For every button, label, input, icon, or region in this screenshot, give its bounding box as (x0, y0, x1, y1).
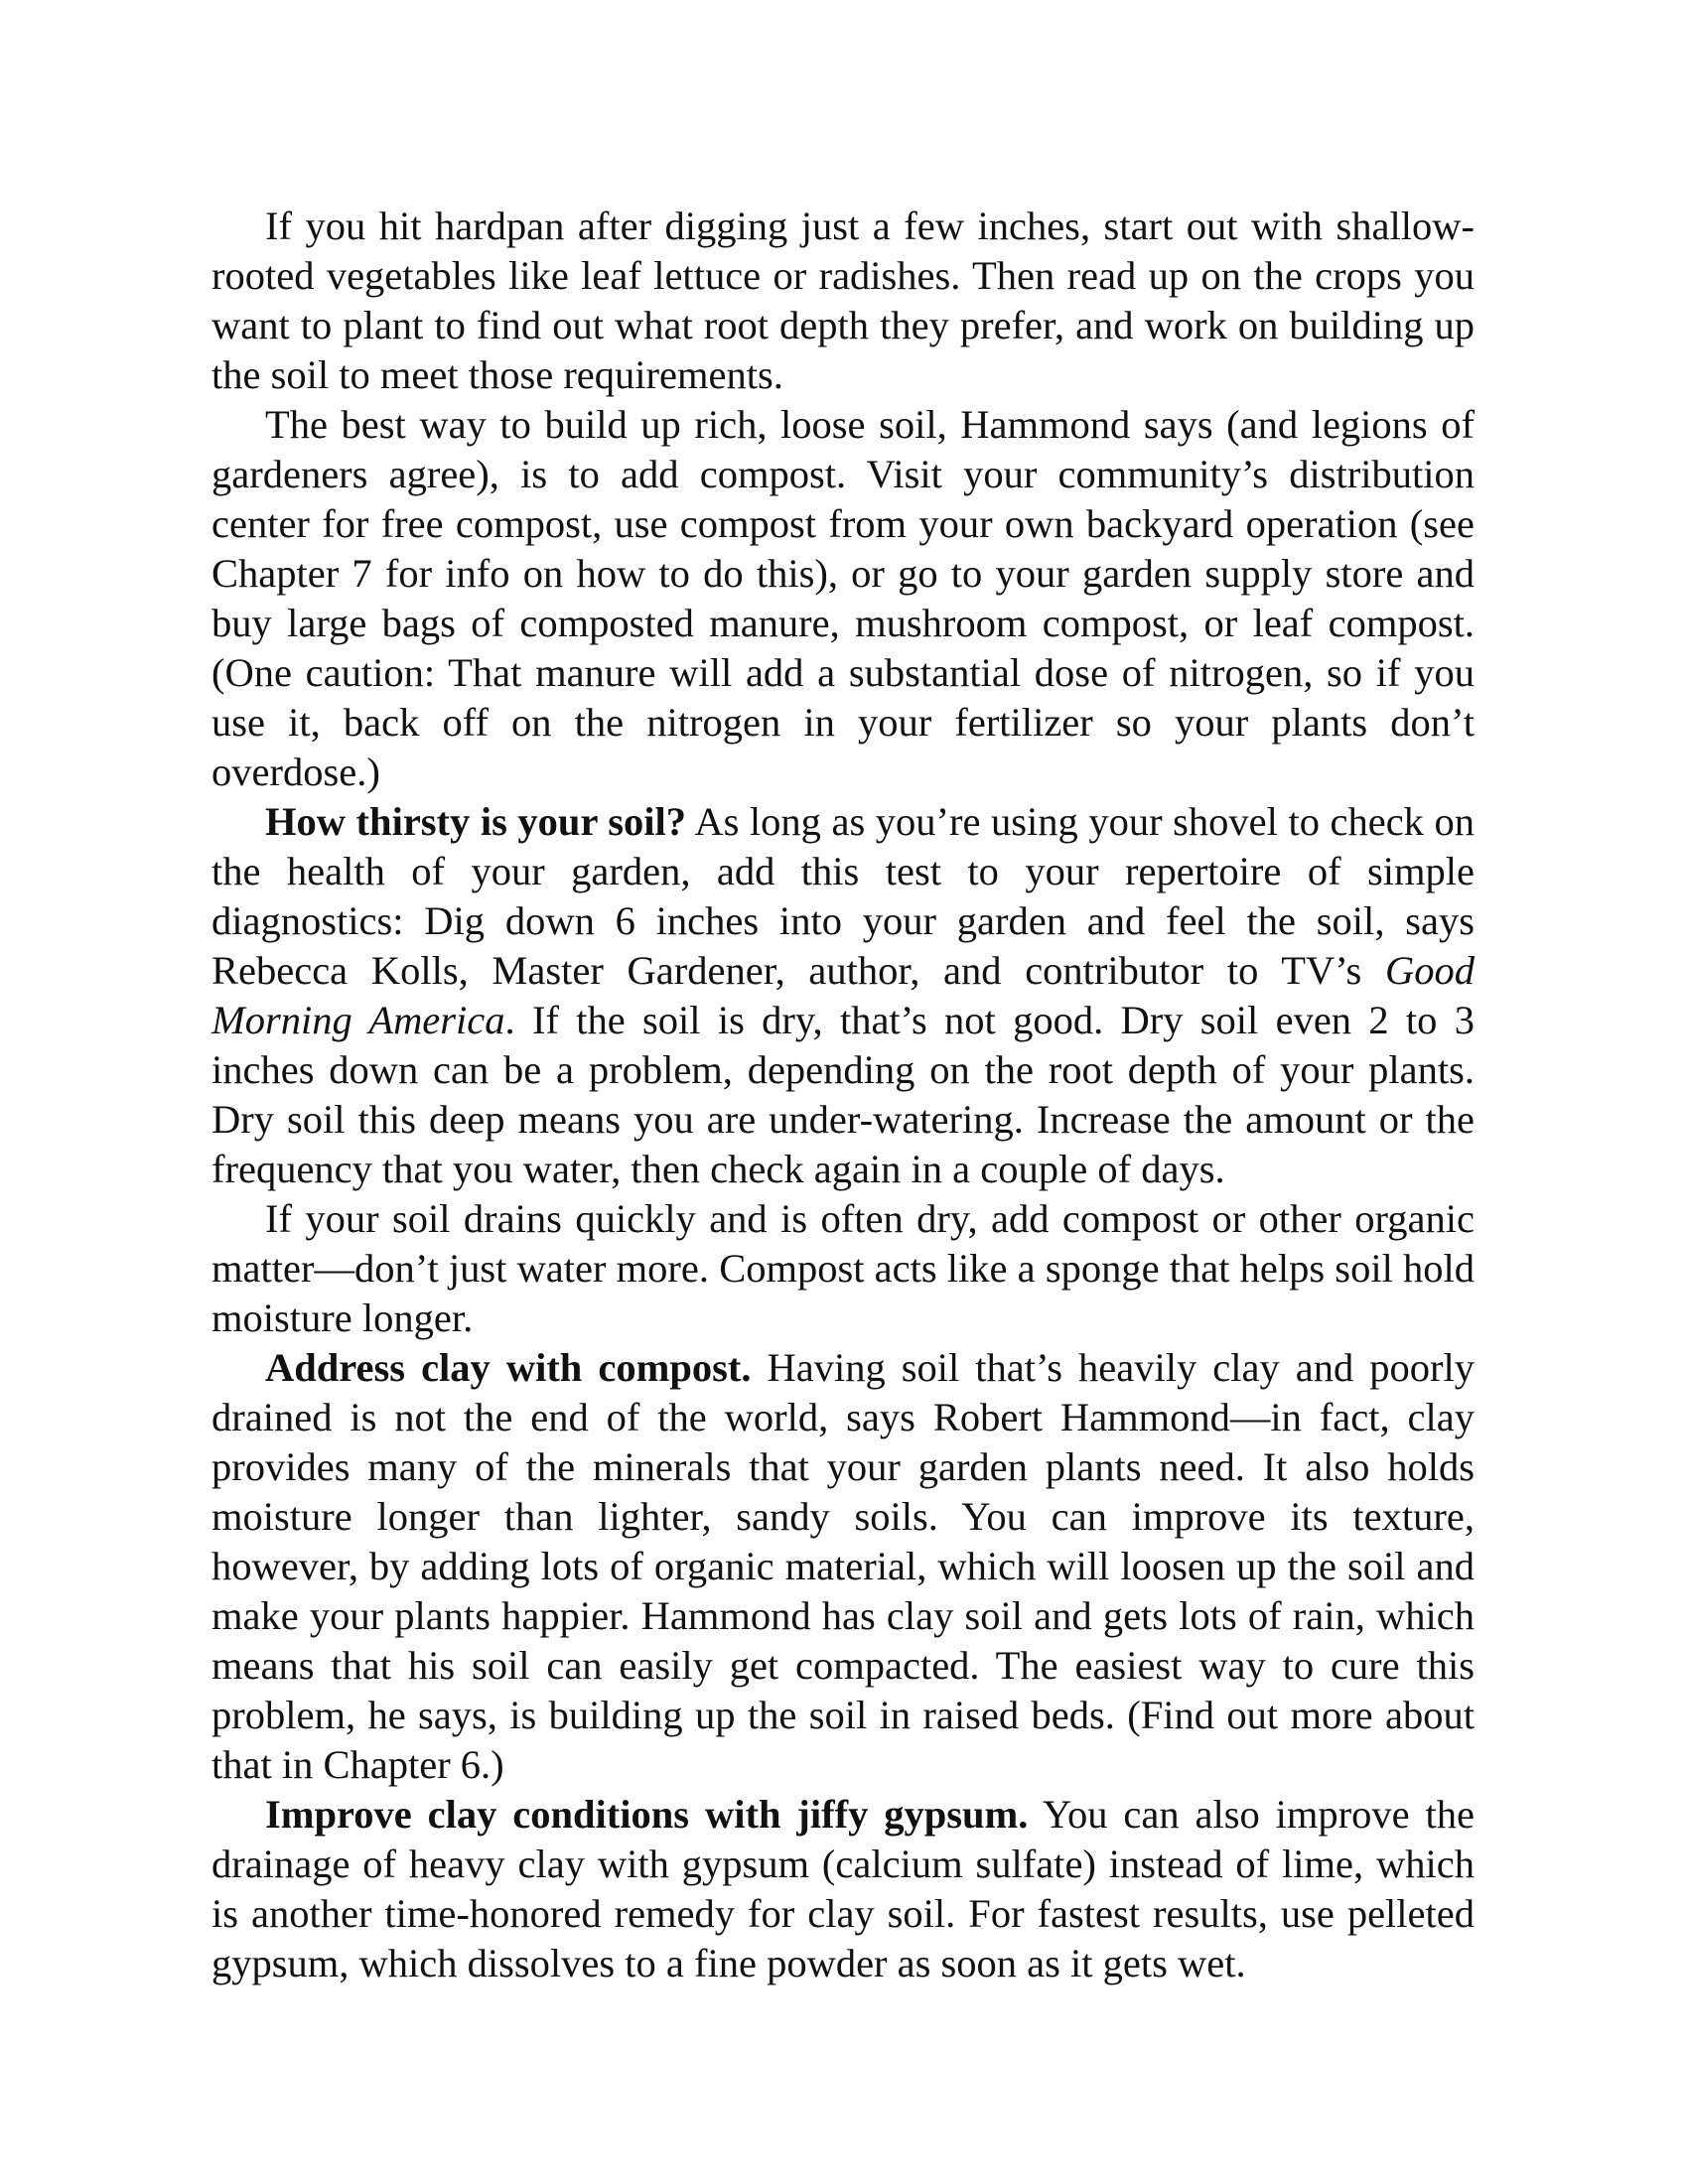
paragraph-text: Having soil that’s heavily clay and poorly drained is not the end of the world, says Robert Hammond—in fact, clay provides many of the minerals that your garden plants need. It also holds moisture longer than lighter, sandy soils. You can improve its texture, however, by adding lots of organic material, which will loosen up the soil and make your plants happier. Hammond has clay soil and gets lots of rain, which means that his soil can easily get compacted. The easiest way to cure this problem, he says, is building up the soil in raised beds. (Find out more about that in Chapter 6.) (211, 1345, 1476, 1787)
paragraph-text: If your soil drains quickly and is often dry, add compost or other organic matter—don’t just water more. Compost acts like a sponge that helps soil hold moisture longer. (211, 1196, 1475, 1340)
paragraph-text: The best way to build up rich, loose soil, Hammond says (and legions of gardeners agree), is to add compost. Visit your community’s distribution center for free compost, use compost from your own backyard operation (see Chapter 7 for info on how to do this), or go to your garden supply store and buy large bags of composted manure, mushroom compost, or leaf compost. (One caution: That manure will add a substantial dose of nitrogen, so if you use it, back off on the nitrogen in your fertilizer so your plants don’t overdose.) (211, 402, 1475, 794)
paragraph-text: If you hit hardpan after digging just a few inches, start out with shallow-rooted vegetables like leaf lettuce or radishes. Then read up on the crops you want to plant to find out what root depth they prefer, and work on building up the soil to meet those requirements. (211, 204, 1475, 397)
paragraph-lead-heading: Improve clay conditions with jiffy gypsum. (265, 1792, 1029, 1837)
paragraph-hardpan (211, 202, 1475, 400)
paragraph-gypsum (211, 1790, 1475, 1988)
paragraph-lead-heading: Address clay with compost. (265, 1345, 752, 1390)
book-page-body (211, 202, 1475, 1988)
paragraph-drains-quickly (211, 1194, 1475, 1343)
paragraph-text: . If the soil is dry, that’s not good. Dry soil even 2 to 3 inches down can be a problem, depending on the root depth of your plants. Dry soil this deep means you are under-watering. Increase the amount or the frequency that you water, then check again in a couple of days. (211, 998, 1475, 1191)
paragraph-lead-heading: How thirsty is your soil? (265, 799, 687, 844)
tv-show-title: Good Morning America (211, 948, 1475, 1042)
paragraph-build-up-soil (211, 400, 1475, 797)
paragraph-clay-compost (211, 1343, 1475, 1790)
paragraph-text: As long as you’re using your shovel to check on the health of your garden, add this test to your repertoire of simple diagnostics: Dig down 6 inches into your garden and feel the soil, says Rebecca Kolls, Master Gardener, author, and contributor to TV’s (211, 799, 1475, 993)
paragraph-text: You can also improve the drainage of heavy clay with gypsum (calcium sulfate) instead of lime, which is another time-honored remedy for clay soil. For fastest results, use pelleted gypsum, which dissolves to a fine powder as soon as it gets wet. (211, 1792, 1475, 1985)
paragraph-thirsty-soil (211, 797, 1475, 1194)
